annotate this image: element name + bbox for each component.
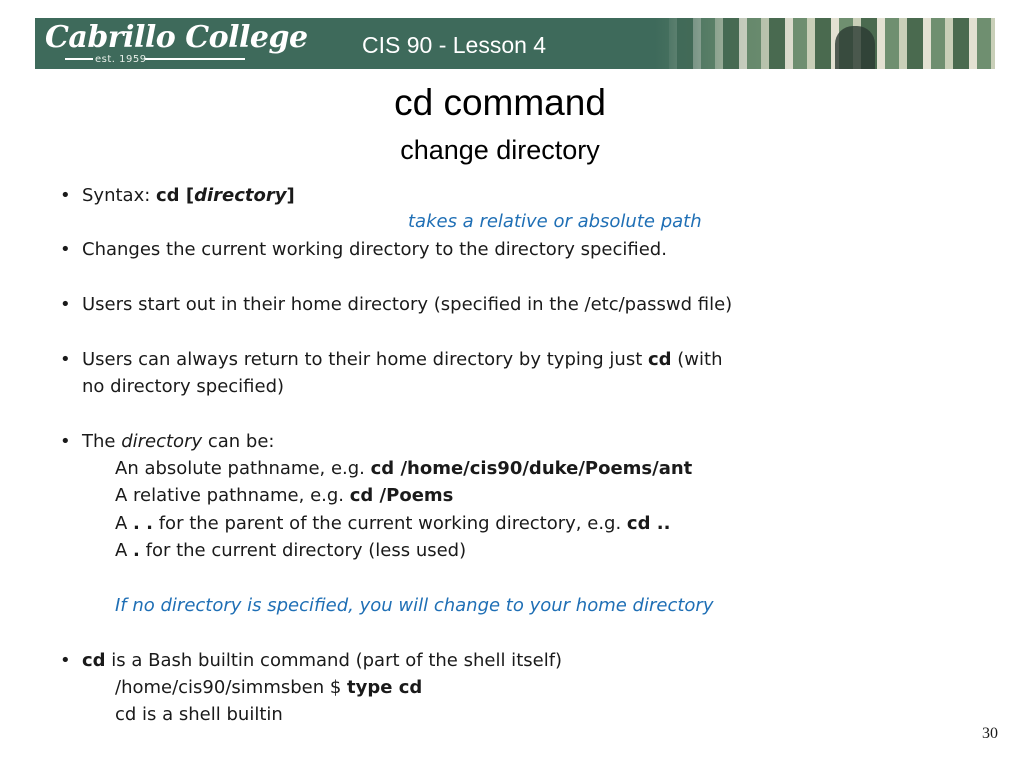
current-dir-line: A . for the current directory (less used)	[115, 540, 467, 561]
bullet-icon: •	[60, 185, 71, 206]
bullet-icon: •	[60, 650, 71, 671]
users-start-line: Users start out in their home directory (specified in the /etc/passwd file)	[82, 294, 733, 315]
relative-path-line: A relative pathname, e.g. cd /Poems	[115, 485, 454, 506]
absolute-path-line: An absolute pathname, e.g. cd /home/cis90/duke/Poems/ant	[115, 458, 693, 479]
result-line: cd is a shell builtin	[115, 704, 283, 725]
prompt-line: /home/cis90/simmsben $ type cd	[115, 677, 423, 698]
syntax-note: takes a relative or absolute path	[408, 211, 702, 232]
logo-est: est. 1959	[95, 54, 147, 65]
course-title: CIS 90 - Lesson 4	[362, 32, 547, 58]
slide-subtitle: change directory	[400, 135, 600, 165]
page-number: 30	[982, 725, 998, 742]
syntax-line: Syntax: cd [directory]	[82, 185, 295, 206]
builtin-line: cd is a Bash builtin command (part of the shell itself)	[82, 650, 563, 671]
changes-line: Changes the current working directory to the directory specified.	[82, 239, 667, 260]
banner-photo	[655, 18, 995, 69]
bullet-icon: •	[60, 349, 71, 370]
college-logo	[45, 20, 308, 66]
bullet-icon: •	[60, 294, 71, 315]
no-dir-note: If no directory is specified, you will change to your home directory	[115, 595, 714, 616]
bullet-icon: •	[60, 431, 71, 452]
slide-title: cd command	[394, 82, 606, 123]
bullet-icon: •	[60, 239, 71, 260]
directory-can-be-line: The directory can be:	[82, 431, 275, 452]
users-return-line: Users can always return to their home directory by typing just cd (with	[82, 349, 723, 370]
logo-text: Cabrillo College	[45, 20, 308, 55]
users-return-line-2: no directory specified)	[82, 376, 285, 397]
parent-dir-line: A . . for the parent of the current working directory, e.g. cd ..	[115, 513, 671, 534]
